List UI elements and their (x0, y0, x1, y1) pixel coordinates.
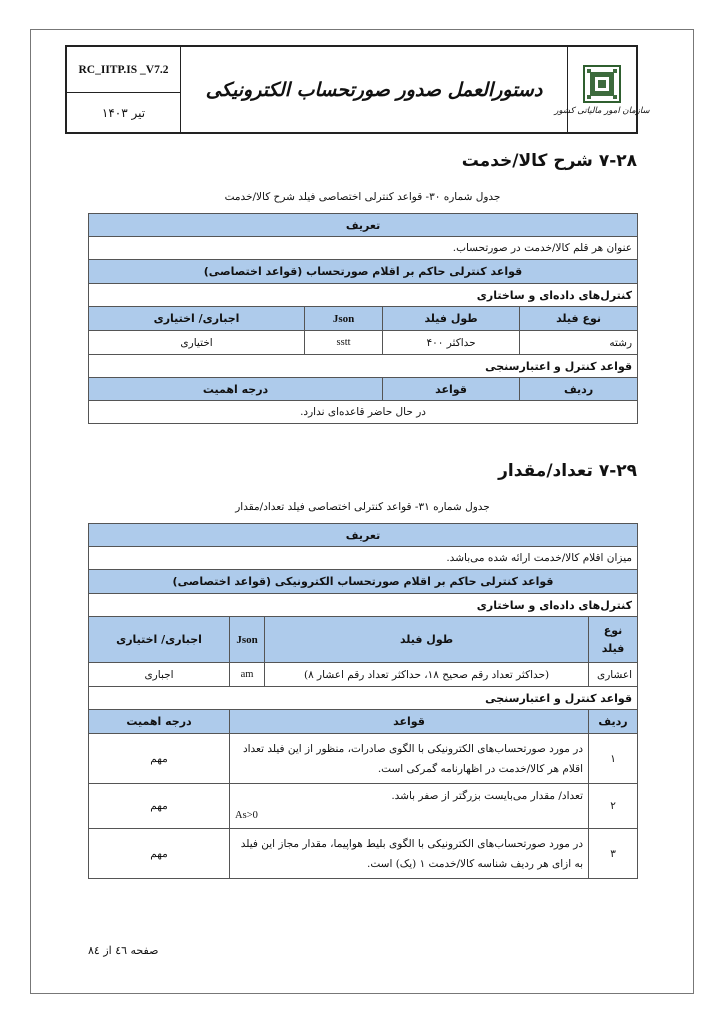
no-rules-text: در حال حاضر قاعده‌ای ندارد. (89, 401, 638, 424)
validation-title: قواعد کنترل و اعتبارسنجی (89, 355, 638, 378)
cell-field-length: حداکثر ۴۰۰ (383, 331, 520, 355)
table-quantity-rules (88, 523, 638, 879)
validation-title: قواعد کنترل و اعتبارسنجی (89, 687, 638, 710)
rule-formula: As>0 (235, 810, 258, 821)
rule-importance: مهم (89, 829, 230, 879)
rule-text: تعداد/ مقدار می‌بایست بزرگتر از صفر باشد. (391, 790, 584, 802)
rule-cell (230, 784, 589, 829)
header-field-length: طول فیلد (383, 307, 520, 331)
rules-title: قواعد کنترلی حاکم بر اقلام صورتحساب (قواعد اختصاصی) (89, 260, 638, 284)
header-field-type: نوع فیلد (520, 307, 638, 331)
doc-code: RC_IITP.IS _V7.2 (67, 47, 180, 93)
header-row-number: ردیف (589, 710, 638, 734)
section-heading-description: ۷-۲۸ شرح کالا/خدمت (461, 151, 637, 171)
header-importance: درجه اهمیت (89, 710, 230, 734)
definition-title: تعریف (89, 524, 638, 547)
header-rule: قواعد (230, 710, 589, 734)
table-description-rules (88, 213, 638, 424)
header-importance: درجه اهمیت (89, 378, 383, 401)
rule-row-number: ۱ (589, 734, 638, 784)
rule-importance: مهم (89, 784, 230, 829)
header-json: Json (305, 307, 383, 331)
header-field-length: طول فیلد (265, 617, 589, 663)
header-required: اجباری/ اختیاری (89, 307, 305, 331)
header-row-number: ردیف (520, 378, 638, 401)
definition-text: میزان اقلام کالا/خدمت ارائه شده می‌باشد. (89, 547, 638, 570)
rule-importance: مهم (89, 734, 230, 784)
org-name: سازمان امور مالیاتی کشور (554, 105, 650, 116)
cell-field-type: اعشاری (589, 663, 638, 687)
rule-text: در مورد صورتحساب‌های الکترونیکی با الگوی بلیط هواپیما، مقدار مجاز این فیلد به ازای هر ردیف شناسه کالا/خدمت ۱ (یک) است. (230, 829, 589, 879)
definition-title: تعریف (89, 214, 638, 237)
header-meta (67, 47, 181, 132)
document-header (65, 45, 650, 134)
rule-text: در مورد صورتحساب‌های الکترونیکی با الگوی صادرات، منظور از این فیلد تعداد اقلام هر کالا/خدمت در اظهارنامه گمرکی است. (230, 734, 589, 784)
doc-title: دستورالعمل صدور صورتحساب الکترونیکی (205, 78, 543, 101)
table-caption-31: جدول شماره ۳۱- قواعد کنترلی اختصاصی فیلد تعداد/مقدار (235, 501, 490, 513)
cell-required: اختیاری (89, 331, 305, 355)
cell-field-length: (حداکثر تعداد رقم صحیح ۱۸، حداکثر تعداد رقم اعشار ۸) (265, 663, 589, 687)
data-controls-title: کنترل‌های داده‌ای و ساختاری (89, 284, 638, 307)
org-block (554, 47, 650, 132)
cell-field-type: رشته (520, 331, 638, 355)
header-json: Json (230, 617, 265, 663)
cell-json: sstt (305, 331, 383, 355)
table-caption-30: جدول شماره ۳۰- قواعد کنترلی اختصاصی فیلد شرح کالا/خدمت (224, 191, 501, 203)
rules-title: قواعد کنترلی حاکم بر اقلام صورتحساب الکترونیکی (قواعد اختصاصی) (89, 570, 638, 594)
data-controls-title: کنترل‌های داده‌ای و ساختاری (89, 594, 638, 617)
rule-row-number: ۲ (589, 784, 638, 829)
doc-date: تیر ۱۴۰۳ (101, 105, 146, 120)
header-field-type: نوع فیلد (589, 617, 638, 663)
tax-organization-logo-icon (582, 64, 622, 104)
rule-row-number: ۳ (589, 829, 638, 879)
section-heading-quantity: ۷-۲۹ تعداد/مقدار (498, 461, 637, 481)
cell-json: am (230, 663, 265, 687)
header-rule: قواعد (383, 378, 520, 401)
cell-required: اجباری (89, 663, 230, 687)
definition-text: عنوان هر قلم کالا/خدمت در صورتحساب. (89, 237, 638, 260)
header-required: اجباری/ اختیاری (89, 617, 230, 663)
page-number: صفحه ٤٦ از ٨٤ (88, 944, 159, 957)
